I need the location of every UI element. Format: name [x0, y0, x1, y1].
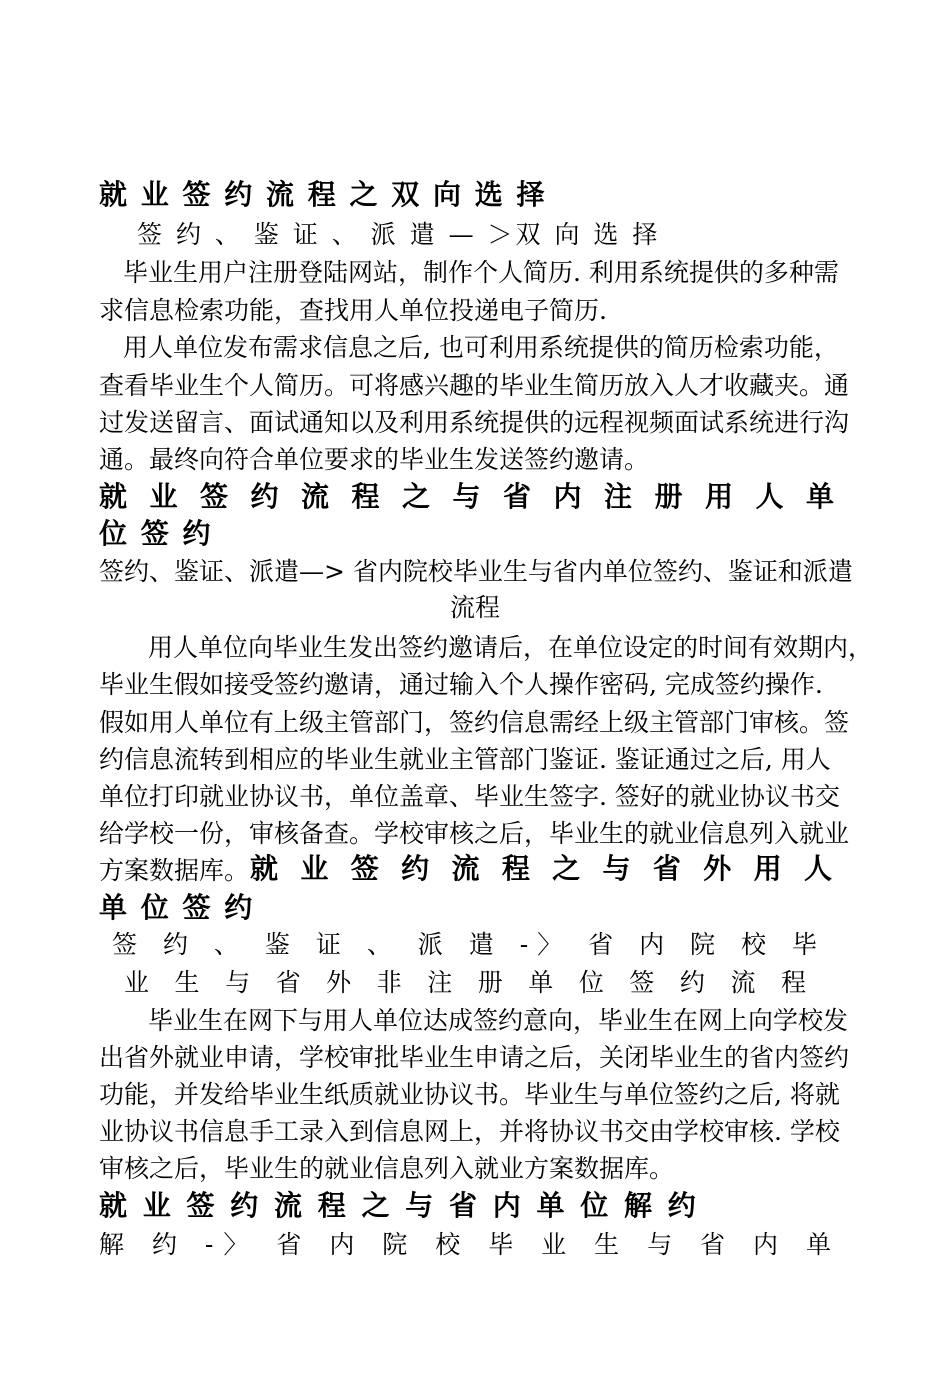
section-subheading-cont: 流程 [449, 593, 500, 622]
section-subheading: 签 约 、 鉴 证 、 派 遣 — ＞双 向 选 择 [137, 220, 661, 249]
paragraph-line: 出省外就业申请，学校审批毕业生申请之后，关闭毕业生的省内签约 [99, 1043, 850, 1072]
section-heading-cont: 位 签 约 [99, 517, 213, 550]
paragraph-line: 单位打印就业协议书，单位盖章、毕业生签字. 签好的就业协议书交 [99, 782, 840, 811]
paragraph-line: 毕业生用户注册登陆网站，制作个人简历. 利用系统提供的多种需 [123, 258, 839, 287]
paragraph-line: 审核之后，毕业生的就业信息列入就业方案数据库。 [99, 1154, 675, 1183]
paragraph-line: 给学校一份，审核备查。学校审核之后，毕业生的就业信息列入就业 [99, 819, 850, 848]
paragraph-line: 用人单位向毕业生发出签约邀请后，在单位设定的时间有效期内， [148, 633, 874, 662]
section-heading-cont: 单 位 签 约 [99, 891, 255, 924]
paragraph-line: 查看毕业生个人简历。可将感兴趣的毕业生简历放入人才收藏夹。通 [99, 371, 850, 400]
section-subheading: 解 约 -〉 省 内 院 校 毕 业 生 与 省 内 单 [99, 1230, 831, 1259]
paragraph-line: 求信息检索功能，查找用人单位投递电子简历. [99, 296, 607, 325]
paragraph-line: 毕业生在网下与用人单位达成签约意向，毕业生在网上向学校发 [148, 1006, 849, 1035]
paragraph-line: 约信息流转到相应的毕业生就业主管部门鉴证. 鉴证通过之后, 用人 [99, 745, 831, 774]
paragraph-line: 用人单位发布需求信息之后, 也可利用系统提供的简历检索功能， [123, 333, 839, 362]
section-heading-out-of-province: 就 业 签 约 流 程 之 与 省 外 用 人 [250, 852, 832, 885]
section-heading-in-province-registered: 就 业 签 约 流 程 之 与 省 内 注 册 用 人 单 [99, 480, 834, 513]
paragraph-line: 功能，并发给毕业生纸质就业协议书。毕业生与单位签约之后, 将就 [99, 1080, 840, 1109]
section-heading-two-way-selection: 就 业 签 约 流 程 之 双 向 选 择 [99, 178, 547, 211]
section-subheading: 签约、鉴证、派遣—> 省内院校毕业生与省内单位签约、鉴证和派遣 [99, 557, 853, 586]
paragraph-line: 过发送留言、面试通知以及利用系统提供的远程视频面试系统进行沟 [99, 408, 850, 437]
paragraph-line: 毕业生假如接受签约邀请，通过输入个人操作密码, 完成签约操作. [99, 670, 823, 699]
paragraph-line: 通。最终向符合单位要求的毕业生发送签约邀请。 [99, 445, 650, 474]
paragraph-line: 假如用人单位有上级主管部门，签约信息需经上级主管部门审核。签 [99, 708, 850, 737]
paragraph-line: 方案数据库。 [99, 856, 250, 885]
section-subheading-cont: 业 生 与 省 外 非 注 册 单 位 签 约 流 程 [124, 968, 806, 997]
paragraph-line: 业协议书信息手工录入到信息网上，并将协议书交由学校审核. 学校 [99, 1117, 840, 1146]
section-heading-in-province-termination: 就 业 签 约 流 程 之 与 省 内 单 位 解 约 [99, 1189, 699, 1222]
section-subheading: 签 约 、 鉴 证 、 派 遣 -〉 省 内 院 校 毕 [112, 930, 817, 959]
